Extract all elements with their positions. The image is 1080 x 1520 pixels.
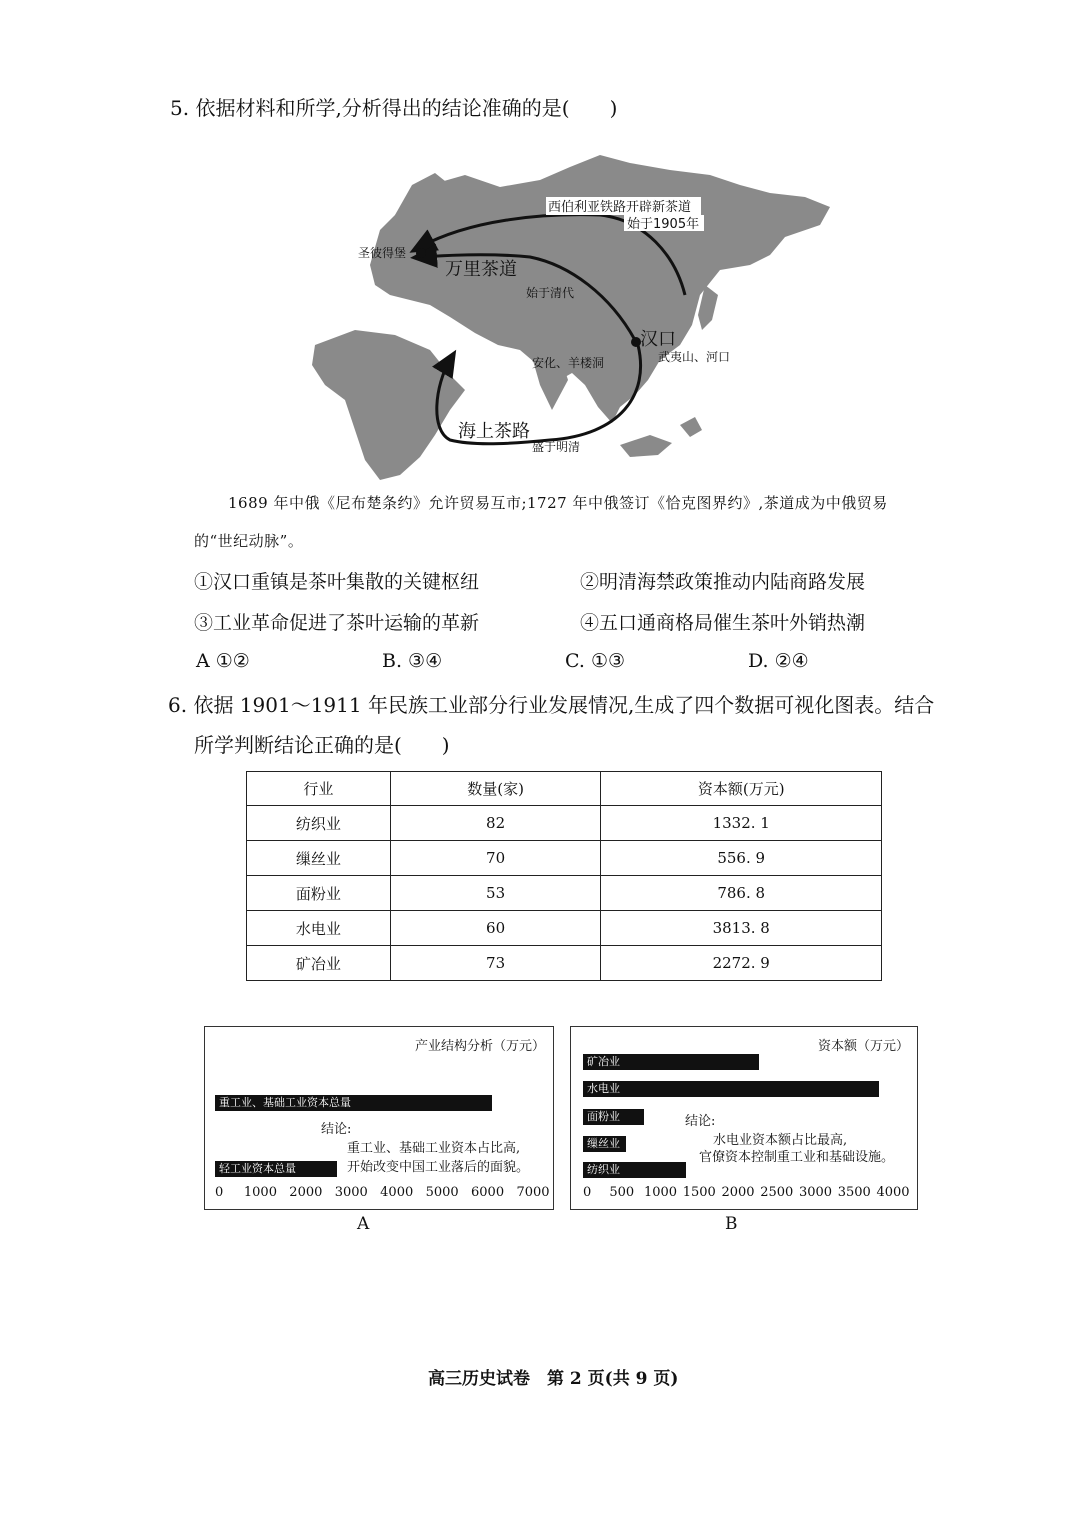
q5-item-4: ④五口通商格局催生茶叶外销热潮 bbox=[580, 612, 866, 634]
label-hankou: 汉口 bbox=[640, 329, 676, 350]
table-row bbox=[247, 841, 882, 876]
chart-b-title: 资本额（万元） bbox=[817, 1039, 909, 1054]
table-cell: 2272. 9 bbox=[601, 946, 882, 981]
label-wanli: 万里茶道 bbox=[445, 259, 517, 280]
africa-land bbox=[312, 330, 465, 480]
table-cell: 70 bbox=[390, 841, 601, 876]
chart-b-bar bbox=[583, 1081, 879, 1097]
label-qing: 始于清代 bbox=[526, 286, 575, 300]
chart-a-bar-label: 重工业、基础工业资本总量 bbox=[219, 1096, 351, 1109]
table-cell: 82 bbox=[390, 806, 601, 841]
chart-b-tick-label: 500 bbox=[609, 1185, 635, 1200]
table-cell: 556. 9 bbox=[601, 841, 882, 876]
table-header: 资本额(万元) bbox=[601, 772, 882, 806]
chart-a-conclusion-line-1: 重工业、基础工业资本占比高, bbox=[347, 1141, 521, 1156]
q5-item-2: ②明清海禁政策推动内陆商路发展 bbox=[580, 571, 866, 593]
chart-a-conclusion-line-2: 开始改变中国工业落后的面貌。 bbox=[347, 1160, 530, 1175]
chart-a-caption: A bbox=[357, 1214, 370, 1234]
table-cell: 缫丝业 bbox=[247, 841, 391, 876]
stpetersburg-dot bbox=[416, 248, 426, 258]
q5-option-c[interactable]: C. ①③ bbox=[565, 650, 626, 672]
chart-b-bar-label: 矿冶业 bbox=[587, 1055, 620, 1068]
table-cell: 3813. 8 bbox=[601, 911, 882, 946]
page-footer: 高三历史试卷 第 2 页(共 9 页) bbox=[428, 1369, 679, 1389]
chart-b-tick-label: 3000 bbox=[798, 1185, 833, 1200]
material-line-2: 的“世纪动脉”。 bbox=[194, 532, 304, 550]
chart-b-tick-label: 3500 bbox=[837, 1185, 871, 1200]
chart-b-bar-label: 缫丝业 bbox=[587, 1137, 620, 1150]
chart-b-caption: B bbox=[725, 1214, 738, 1234]
chart-a-bar-label: 轻工业资本总量 bbox=[219, 1162, 296, 1175]
label-wuyi: 武夷山、河口 bbox=[658, 350, 731, 364]
q5-option-d[interactable]: D. ②④ bbox=[748, 650, 809, 672]
chart-a bbox=[204, 1026, 554, 1210]
chart-a-tick-label: 0 bbox=[215, 1185, 224, 1200]
table-row bbox=[247, 876, 882, 911]
chart-a-conclusion-label: 结论: bbox=[321, 1122, 352, 1137]
chart-b-tick-label: 2500 bbox=[760, 1185, 794, 1200]
table-cell: 面粉业 bbox=[247, 876, 391, 911]
label-1905: 始于1905年 bbox=[627, 217, 700, 232]
chart-b-conclusion-line-1: 水电业资本额占比最高, bbox=[713, 1133, 848, 1148]
table-header-row bbox=[247, 772, 882, 806]
table-cell: 60 bbox=[390, 911, 601, 946]
chart-a-tick-label: 6000 bbox=[471, 1185, 505, 1200]
chart-b-bar-label: 水电业 bbox=[587, 1082, 620, 1095]
label-anhua: 安化、羊楼洞 bbox=[532, 356, 605, 370]
chart-a-tick-label: 2000 bbox=[289, 1185, 323, 1200]
q6-stem-line-1: 6. 依据 1901～1911 年民族工业部分行业发展情况,生成了四个数据可视化图表。结合 bbox=[168, 693, 935, 717]
label-sea: 海上茶路 bbox=[458, 421, 530, 442]
q5-item-3: ③工业革命促进了茶叶运输的革新 bbox=[194, 612, 480, 634]
table-cell: 纺织业 bbox=[247, 806, 391, 841]
map-svg bbox=[300, 145, 832, 480]
table-row bbox=[247, 946, 882, 981]
chart-b-conclusion-label: 结论: bbox=[685, 1114, 716, 1129]
q5-item-1: ①汉口重镇是茶叶集散的关键枢纽 bbox=[194, 571, 480, 593]
table-header: 数量(家) bbox=[390, 772, 601, 806]
label-stpetersburg: 圣彼得堡 bbox=[358, 246, 407, 260]
chart-b-tick-label: 4000 bbox=[876, 1185, 910, 1200]
chart-b-tick-label: 1500 bbox=[682, 1185, 716, 1200]
chart-b-tick-label: 1000 bbox=[643, 1185, 678, 1200]
chart-a-title: 产业结构分析（万元） bbox=[414, 1039, 545, 1054]
chart-a-tick-label: 7000 bbox=[516, 1185, 550, 1200]
label-mingqing: 盛于明清 bbox=[532, 440, 581, 454]
chart-b-conclusion-line-2: 官僚资本控制重工业和基础设施。 bbox=[699, 1150, 895, 1165]
chart-b-tick-label: 2000 bbox=[721, 1185, 755, 1200]
chart-b-bar-label: 纺织业 bbox=[587, 1163, 620, 1176]
table-cell: 786. 8 bbox=[601, 876, 882, 911]
tea-route-map bbox=[300, 145, 832, 480]
q6-stem-line-2: 所学判断结论正确的是( ) bbox=[194, 733, 450, 757]
table-cell: 矿冶业 bbox=[247, 946, 391, 981]
islands-land bbox=[620, 435, 672, 457]
q5-option-b[interactable]: B. ③④ bbox=[382, 650, 443, 672]
chart-a-tick-label: 1000 bbox=[243, 1185, 277, 1200]
label-siberia: 西伯利亚铁路开辟新茶道 bbox=[548, 200, 692, 215]
material-line-1: 1689 年中俄《尼布楚条约》允许贸易互市;1727 年中俄签订《恰克图界约》,茶道成为中俄贸易 bbox=[228, 494, 888, 512]
q5-option-a[interactable]: A ①② bbox=[196, 650, 250, 672]
chart-b-bar-label: 面粉业 bbox=[587, 1110, 620, 1123]
chart-b bbox=[570, 1026, 918, 1210]
industry-table bbox=[246, 771, 882, 981]
table-row bbox=[247, 806, 882, 841]
table-row bbox=[247, 911, 882, 946]
table-cell: 1332. 1 bbox=[601, 806, 882, 841]
table-cell: 水电业 bbox=[247, 911, 391, 946]
chart-b-tick-label: 0 bbox=[583, 1185, 592, 1200]
table-header: 行业 bbox=[247, 772, 391, 806]
table-cell: 53 bbox=[390, 876, 601, 911]
chart-a-tick-label: 4000 bbox=[380, 1185, 414, 1200]
q5-stem: 5. 依据材料和所学,分析得出的结论准确的是( ) bbox=[170, 96, 618, 120]
chart-a-tick-label: 5000 bbox=[425, 1185, 459, 1200]
table-cell: 73 bbox=[390, 946, 601, 981]
chart-a-tick-label: 3000 bbox=[334, 1185, 368, 1200]
